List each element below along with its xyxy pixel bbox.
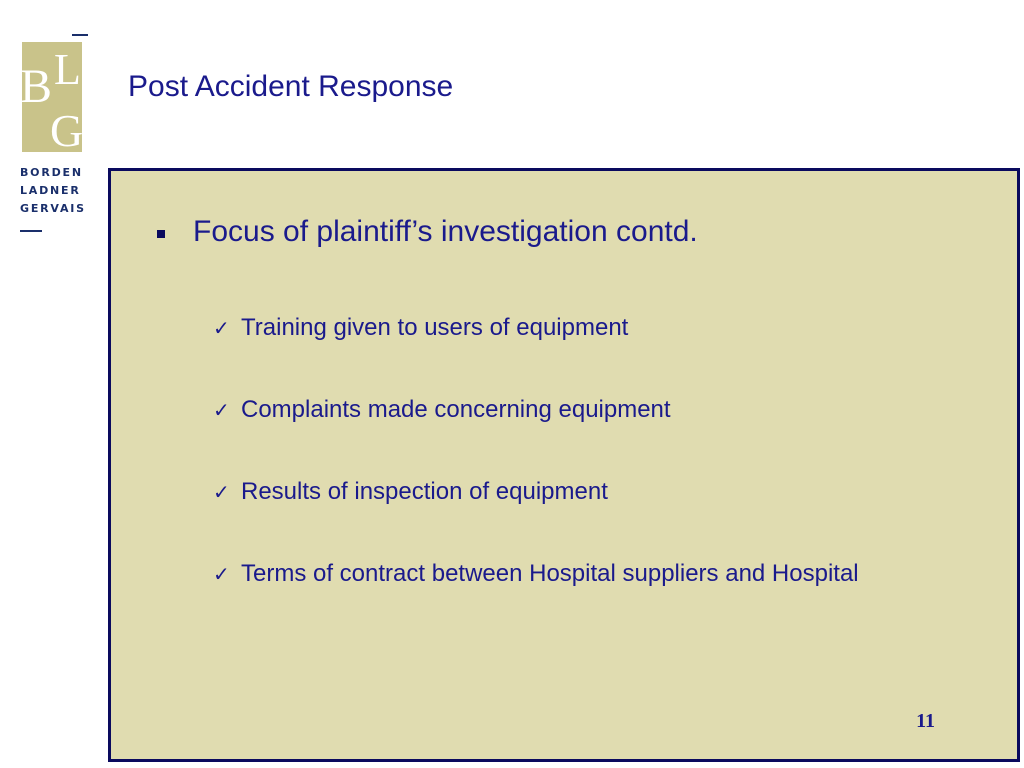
content-box — [108, 168, 1020, 762]
checklist-item-text: Terms of contract between Hospital suppliers and Hospital — [241, 560, 859, 587]
checklist-item-text: Results of inspection of equipment — [241, 478, 608, 505]
checklist-item-text: Complaints made concerning equipment — [241, 396, 671, 423]
checklist-item — [209, 311, 889, 345]
logo-top-dash — [72, 34, 88, 36]
slide-title: Post Accident Response — [128, 70, 454, 103]
checkmark-icon: ✓ — [213, 480, 230, 504]
main-bullet — [157, 215, 698, 249]
square-bullet-icon — [157, 230, 165, 238]
checklist — [209, 311, 889, 639]
logo-word-ladner: LADNER — [20, 184, 81, 197]
checkmark-icon: ✓ — [213, 398, 230, 422]
blg-logo-mark — [16, 34, 88, 154]
logo-bottom-dash — [20, 230, 42, 232]
blg-logo — [16, 34, 88, 234]
checklist-item — [209, 475, 889, 509]
page-number: 11 — [916, 710, 935, 732]
main-bullet-text: Focus of plaintiff’s investigation contd. — [193, 215, 698, 248]
checklist-item — [209, 557, 889, 591]
checklist-item — [209, 393, 889, 427]
logo-letter-g: G — [50, 105, 84, 154]
logo-word-borden: BORDEN — [20, 166, 83, 179]
logo-letter-l: L — [54, 45, 81, 94]
checklist-item-text: Training given to users of equipment — [241, 314, 629, 341]
logo-word-gervais: GERVAIS — [20, 202, 86, 215]
checkmark-icon: ✓ — [213, 562, 230, 586]
logo-letter-b: B — [20, 60, 53, 113]
checkmark-icon: ✓ — [213, 316, 230, 340]
logo-wordmark — [20, 164, 86, 218]
